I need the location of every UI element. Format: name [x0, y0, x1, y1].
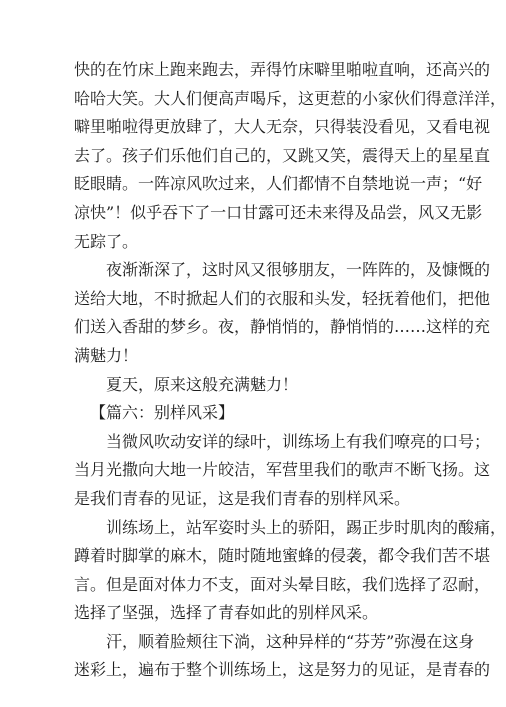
text-line: 噼里啪啦得更放肆了，大人无奈，只得装没看见，又看电视	[74, 117, 491, 137]
text-line: 快的在竹床上跑来跑去，弄得竹床噼里啪啦直响，还高兴的	[74, 60, 491, 79]
text-line: 蹲着时脚掌的麻木，随时随地蜜蜂的侵袭，都令我们苦不堪	[74, 546, 491, 566]
text-line: 哈哈大笑。大人们便高声喝斥，这更惹的小家伙们得意洋洋，	[74, 88, 506, 108]
text-line: 夜渐渐深了，这时风又很够朋友，一阵阵的，及慷慨的	[106, 260, 491, 280]
text-line: 凉快”！似乎吞下了一口甘露可还未来得及品尝，风又无影	[74, 202, 483, 222]
text-line: 汗，顺着脸颊往下淌，这种异样的“芬芳”弥漫在这身	[106, 631, 475, 651]
text-line: 训练场上，站军姿时头上的骄阳，踢正步时肌肉的酸痛，	[106, 517, 506, 537]
text-line: 当微风吹动安详的绿叶，训练场上有我们嘹亮的口号；	[106, 431, 491, 451]
document-page	[74, 56, 506, 685]
text-line: 当月光撒向大地一片皎洁，军营里我们的歌声不断飞扬。这	[74, 460, 491, 480]
text-line: 眨眼睛。一阵凉风吹过来，人们都情不自禁地说一声；“好	[74, 174, 483, 194]
text-line: 满魅力！	[74, 345, 139, 365]
text-line: 迷彩上，遍布于整个训练场上，这是努力的见证，是青春的	[74, 660, 491, 680]
text-line: 是我们青春的见证，这是我们青春的别样风采。	[74, 488, 411, 508]
text-line: 夏天，原来这般充满魅力！	[106, 374, 299, 394]
text-line: 们送入香甜的梦乡。夜，静悄悄的，静悄悄的……这样的充	[74, 317, 491, 337]
section-heading: 【篇六：别样风采】	[90, 403, 235, 423]
text-line: 选择了坚强，选择了青春如此的别样风采。	[74, 603, 379, 623]
text-line: 无踪了。	[74, 231, 139, 251]
text-line: 送给大地，不时掀起人们的衣服和头发，轻抚着他们，把他	[74, 288, 491, 308]
text-line: 去了。孩子们乐他们自己的，又跳又笑，震得天上的星星直	[74, 145, 491, 165]
text-line: 言。但是面对体力不支，面对头晕目眩，我们选择了忍耐，	[74, 574, 491, 594]
